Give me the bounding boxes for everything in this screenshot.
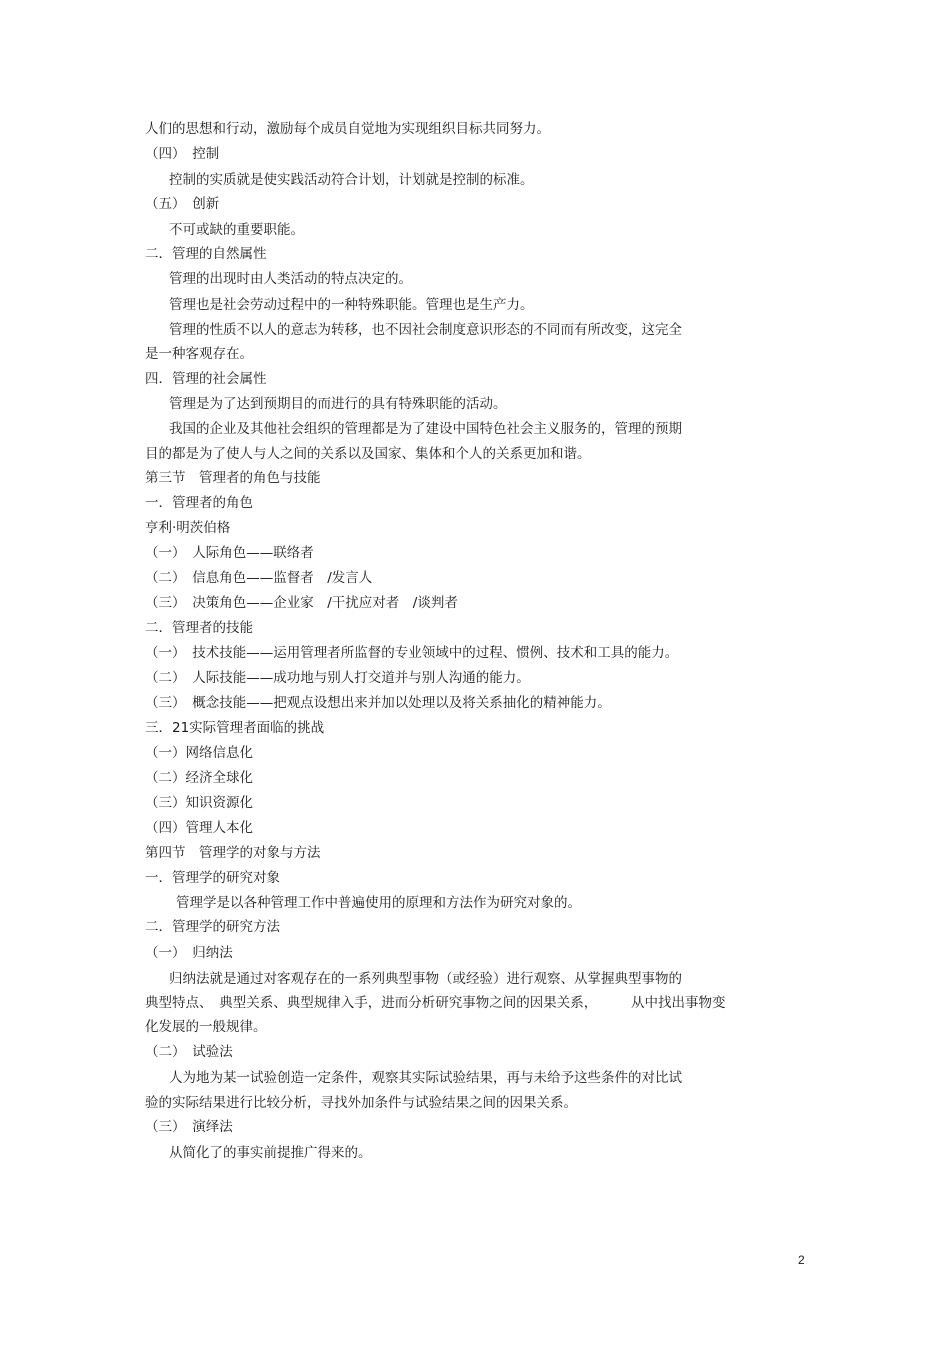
text-line: 典型特点、 典型关系、典型规律入手，进而分析研究事物之间的因果关系， 从中找出事物变: [145, 995, 726, 1011]
page-number: 2: [798, 1253, 805, 1267]
list-item: （三）知识资源化: [145, 795, 253, 811]
text-line: 人为地为某一试验创造一定条件，观察其实际试验结果，再与未给予这些条件的对比试: [169, 1070, 682, 1086]
chapter-section-heading: 第三节 管理者的角色与技能: [145, 470, 321, 486]
text-line: 我国的企业及其他社会组织的管理都是为了建设中国特色社会主义服务的，管理的预期: [169, 421, 682, 437]
text-line: 管理的出现时由人类活动的特点决定的。: [169, 271, 412, 287]
section-heading: 四．管理的社会属性: [145, 371, 267, 387]
list-item: （三） 概念技能——把观点设想出来并加以处理以及将关系抽化的精神能力。: [145, 695, 611, 711]
text-line: 管理学是以各种管理工作中普遍使用的原理和方法作为研究对象的。: [176, 895, 581, 911]
text-line: 管理也是社会劳动过程中的一种特殊职能。管理也是生产力。: [169, 297, 534, 313]
section-heading: 一．管理学的研究对象: [145, 870, 280, 886]
text-line: 不可或缺的重要职能。: [169, 222, 304, 238]
list-item: （一） 人际角色——联络者: [145, 545, 314, 561]
text-line: 从简化了的事实前提推广得来的。: [169, 1145, 372, 1161]
subsection-heading: （二） 试验法: [145, 1044, 233, 1060]
text-line: 管理的性质不以人的意志为转移，也不因社会制度意识形态的不同而有所改变，这完全: [169, 322, 682, 338]
subsection-heading: （四） 控制: [145, 146, 220, 162]
text-line: 亨利·明茨伯格: [145, 520, 231, 536]
list-item: （二） 信息角色——监督者 /发言人: [145, 570, 373, 586]
text-line: 化发展的一般规律。: [145, 1019, 267, 1035]
text-line: 是一种客观存在。: [145, 346, 253, 362]
subsection-heading: （一） 归纳法: [145, 945, 233, 961]
list-item: （二）经济全球化: [145, 770, 253, 786]
list-item: （三） 决策角色——企业家 /干扰应对者 /谈判者: [145, 595, 458, 611]
section-heading: 二．管理者的技能: [145, 620, 253, 636]
section-heading: 三．21实际管理者面临的挑战: [145, 720, 325, 736]
chapter-section-heading: 第四节 管理学的对象与方法: [145, 845, 321, 861]
text-line: 人们的思想和行动，激励每个成员自觉地为实现组织目标共同努力。: [145, 121, 550, 137]
list-item: （四）管理人本化: [145, 820, 253, 836]
text-line: 验的实际结果进行比较分析，寻找外加条件与试验结果之间的因果关系。: [145, 1095, 577, 1111]
text-line: 目的都是为了使人与人之间的关系以及国家、集体和个人的关系更加和谐。: [145, 446, 591, 462]
section-heading: 一．管理者的角色: [145, 495, 253, 511]
text-line: 控制的实质就是使实践活动符合计划，计划就是控制的标准。: [169, 172, 534, 188]
section-heading: 二．管理学的研究方法: [145, 919, 280, 935]
text-line: 管理是为了达到预期目的而进行的具有特殊职能的活动。: [169, 396, 507, 412]
list-item: （二） 人际技能——成功地与别人打交道并与别人沟通的能力。: [145, 670, 530, 686]
text-line: 归纳法就是通过对客观存在的一系列典型事物（或经验）进行观察、从掌握典型事物的: [169, 971, 682, 987]
subsection-heading: （三） 演绎法: [145, 1119, 233, 1135]
list-item: （一） 技术技能——运用管理者所监督的专业领域中的过程、惯例、技术和工具的能力。: [145, 645, 679, 661]
subsection-heading: （五） 创新: [145, 196, 220, 212]
list-item: （一）网络信息化: [145, 745, 253, 761]
section-heading: 二．管理的自然属性: [145, 246, 267, 262]
